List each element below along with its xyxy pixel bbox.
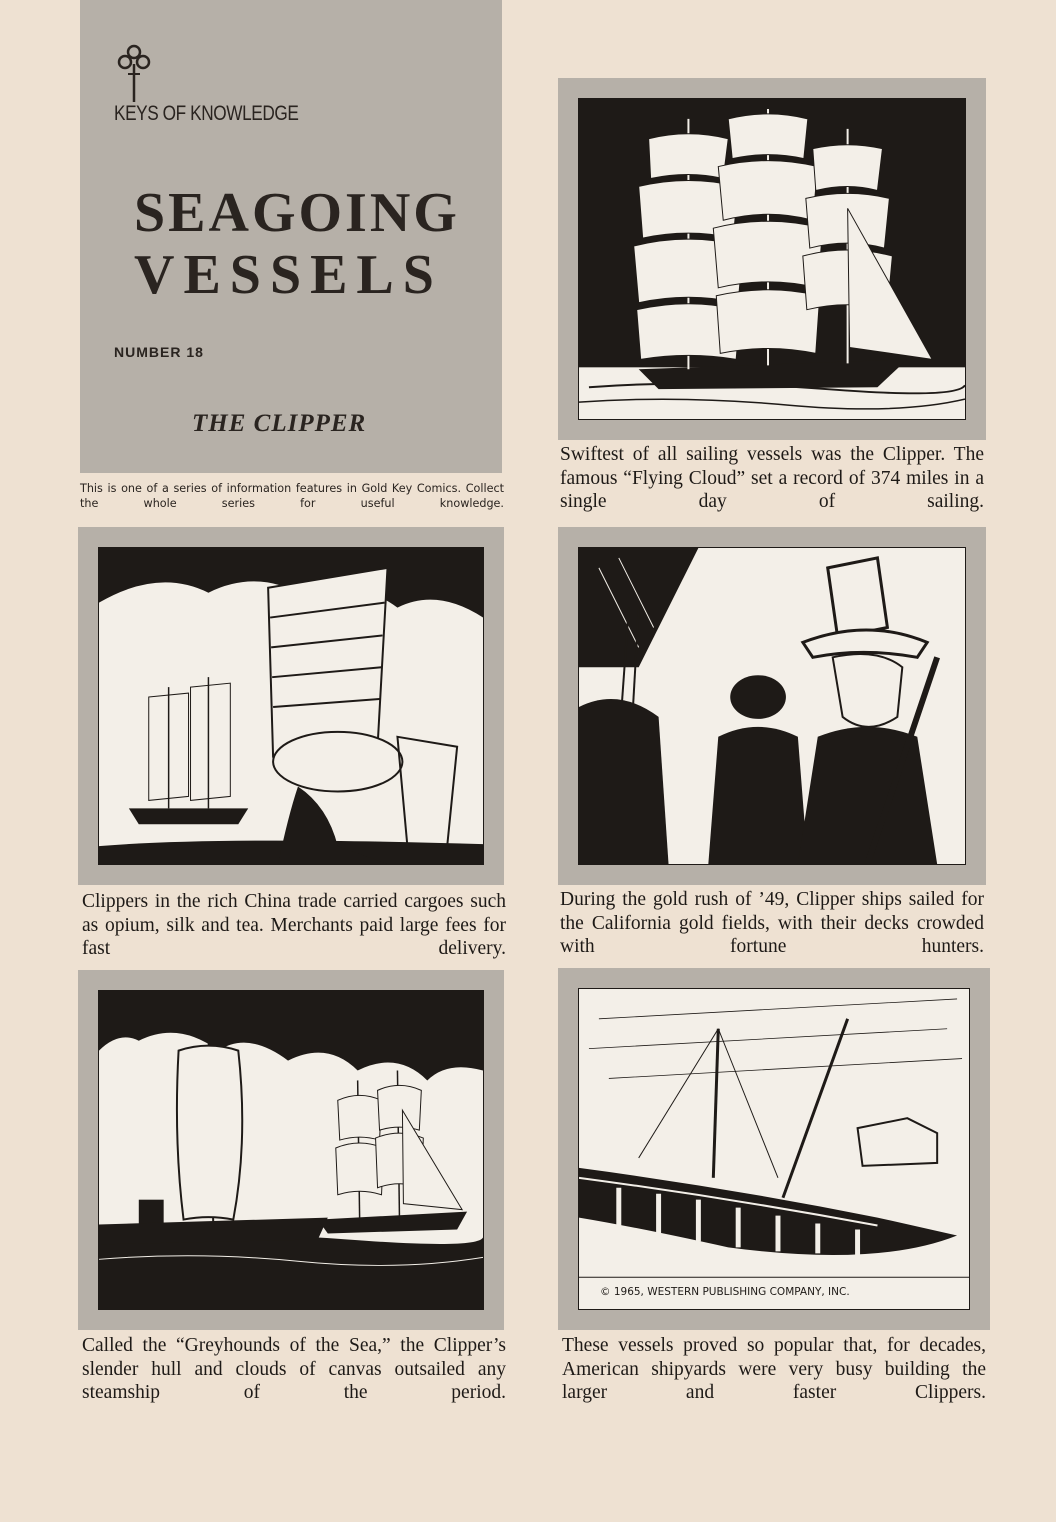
series-note: This is one of a series of information features in Gold Key Comics. Collect the whole series for useful knowledge.: [80, 482, 504, 510]
clipper-ship-illustration: [578, 98, 966, 420]
panel-3-caption: During the gold rush of ’49, Clipper ships sailed for the California gold fields, with their decks crowded with fortune hunters.: [560, 889, 984, 957]
china-trade-junk-illustration: [98, 547, 484, 865]
copyright-notice: © 1965, WESTERN PUBLISHING COMPANY, INC.: [596, 1285, 854, 1299]
clipper-vs-steamship-illustration: [98, 990, 484, 1310]
panel-1-caption: Swiftest of all sailing vessels was the Clipper. The famous “Flying Cloud” set a record of 374 miles in a single day of sailing.: [560, 444, 984, 512]
panel-2-caption: Clippers in the rich China trade carried cargoes such as opium, silk and tea. Merchants paid large fees for fast delivery.: [82, 891, 506, 959]
shipyard-hull-illustration: [578, 988, 970, 1310]
page-title: [134, 182, 464, 306]
panel-4-caption: Called the “Greyhounds of the Sea,” the Clipper’s slender hull and clouds of canvas outsailed any steamship of the period.: [82, 1335, 506, 1403]
series-name: KEYS OF KNOWLEDGE: [114, 102, 299, 125]
subtitle: THE CLIPPER: [192, 410, 367, 437]
title-line-1: SEAGOING: [134, 182, 460, 244]
panel-3: [558, 527, 986, 885]
panel-4: [78, 970, 504, 1330]
panel-1: [558, 78, 986, 440]
issue-number: NUMBER 18: [114, 344, 204, 360]
panel-2: [78, 527, 504, 885]
gold-rush-crowd-illustration: [578, 547, 966, 865]
title-line-2: VESSELS: [134, 244, 443, 306]
panel-5: [558, 968, 990, 1330]
panel-5-caption: These vessels proved so popular that, for decades, American shipyards were very busy building the larger and faster Clippers.: [562, 1335, 986, 1403]
key-logo-icon: [114, 44, 154, 104]
